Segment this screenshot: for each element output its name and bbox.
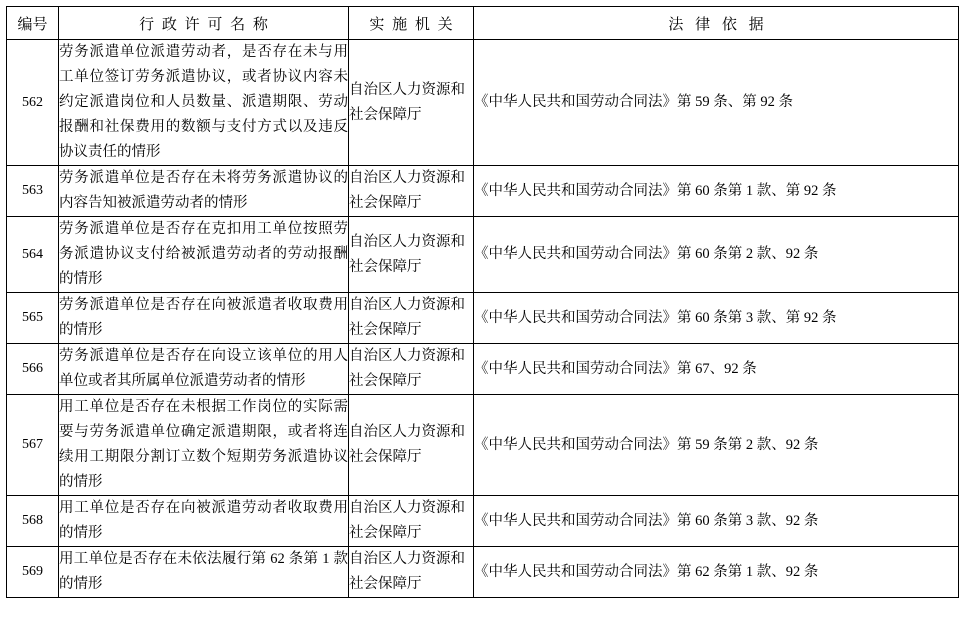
column-header-name [59,7,349,40]
table-row [7,166,959,217]
cell-no: 565 [7,293,59,344]
cell-law: 《中华人民共和国劳动合同法》第 62 条第 1 款、92 条 [474,547,959,598]
cell-org: 自治区人力资源和社会保障厅 [349,547,474,598]
cell-org: 自治区人力资源和社会保障厅 [349,496,474,547]
cell-no: 568 [7,496,59,547]
column-header-law [474,7,959,40]
column-header-no [7,7,59,40]
cell-org: 自治区人力资源和社会保障厅 [349,344,474,395]
cell-no: 569 [7,547,59,598]
table-row [7,344,959,395]
table-row [7,496,959,547]
cell-name: 劳务派遣单位派遣劳动者，是否存在未与用工单位签订劳务派遣协议，或者协议内容未约定派遣岗位和人员数量、派遣期限、劳动报酬和社保费用的数额与支付方式以及违反协议责任的情形 [59,40,349,166]
cell-org: 自治区人力资源和社会保障厅 [349,293,474,344]
cell-org: 自治区人力资源和社会保障厅 [349,217,474,293]
table-header [7,7,959,40]
table-row [7,547,959,598]
cell-law: 《中华人民共和国劳动合同法》第 59 条、第 92 条 [474,40,959,166]
cell-law: 《中华人民共和国劳动合同法》第 67、92 条 [474,344,959,395]
cell-name: 劳务派遣单位是否存在克扣用工单位按照劳务派遣协议支付给被派遣劳动者的劳动报酬的情形 [59,217,349,293]
cell-no: 563 [7,166,59,217]
cell-name: 劳务派遣单位是否存在向设立该单位的用人单位或者其所属单位派遣劳动者的情形 [59,344,349,395]
administrative-license-table [6,6,959,598]
cell-law: 《中华人民共和国劳动合同法》第 60 条第 1 款、第 92 条 [474,166,959,217]
cell-name: 用工单位是否存在未根据工作岗位的实际需要与劳务派遣单位确定派遣期限，或者将连续用工期限分割订立数个短期劳务派遣协议的情形 [59,395,349,496]
cell-no: 566 [7,344,59,395]
cell-law: 《中华人民共和国劳动合同法》第 60 条第 2 款、92 条 [474,217,959,293]
column-header-org-label: 实 施 机 关 [369,16,455,33]
cell-law: 《中华人民共和国劳动合同法》第 60 条第 3 款、92 条 [474,496,959,547]
cell-law: 《中华人民共和国劳动合同法》第 60 条第 3 款、第 92 条 [474,293,959,344]
table-header-row [7,7,959,40]
column-header-name-label: 行 政 许 可 名 称 [139,16,270,33]
table-row [7,395,959,496]
table-row [7,293,959,344]
cell-name: 劳务派遣单位是否存在未将劳务派遣协议的内容告知被派遣劳动者的情形 [59,166,349,217]
table-body [7,40,959,598]
cell-no: 567 [7,395,59,496]
column-header-org [349,7,474,40]
cell-no: 562 [7,40,59,166]
table-row [7,40,959,166]
cell-org: 自治区人力资源和社会保障厅 [349,40,474,166]
column-header-no-label: 编号 [17,16,48,33]
cell-name: 用工单位是否存在未依法履行第 62 条第 1 款的情形 [59,547,349,598]
cell-name: 用工单位是否存在向被派遣劳动者收取费用的情形 [59,496,349,547]
cell-name: 劳务派遣单位是否存在向被派遣者收取费用的情形 [59,293,349,344]
table-row [7,217,959,293]
cell-no: 564 [7,217,59,293]
column-header-law-label: 法 律 依 据 [668,16,768,33]
cell-org: 自治区人力资源和社会保障厅 [349,395,474,496]
cell-law: 《中华人民共和国劳动合同法》第 59 条第 2 款、92 条 [474,395,959,496]
cell-org: 自治区人力资源和社会保障厅 [349,166,474,217]
